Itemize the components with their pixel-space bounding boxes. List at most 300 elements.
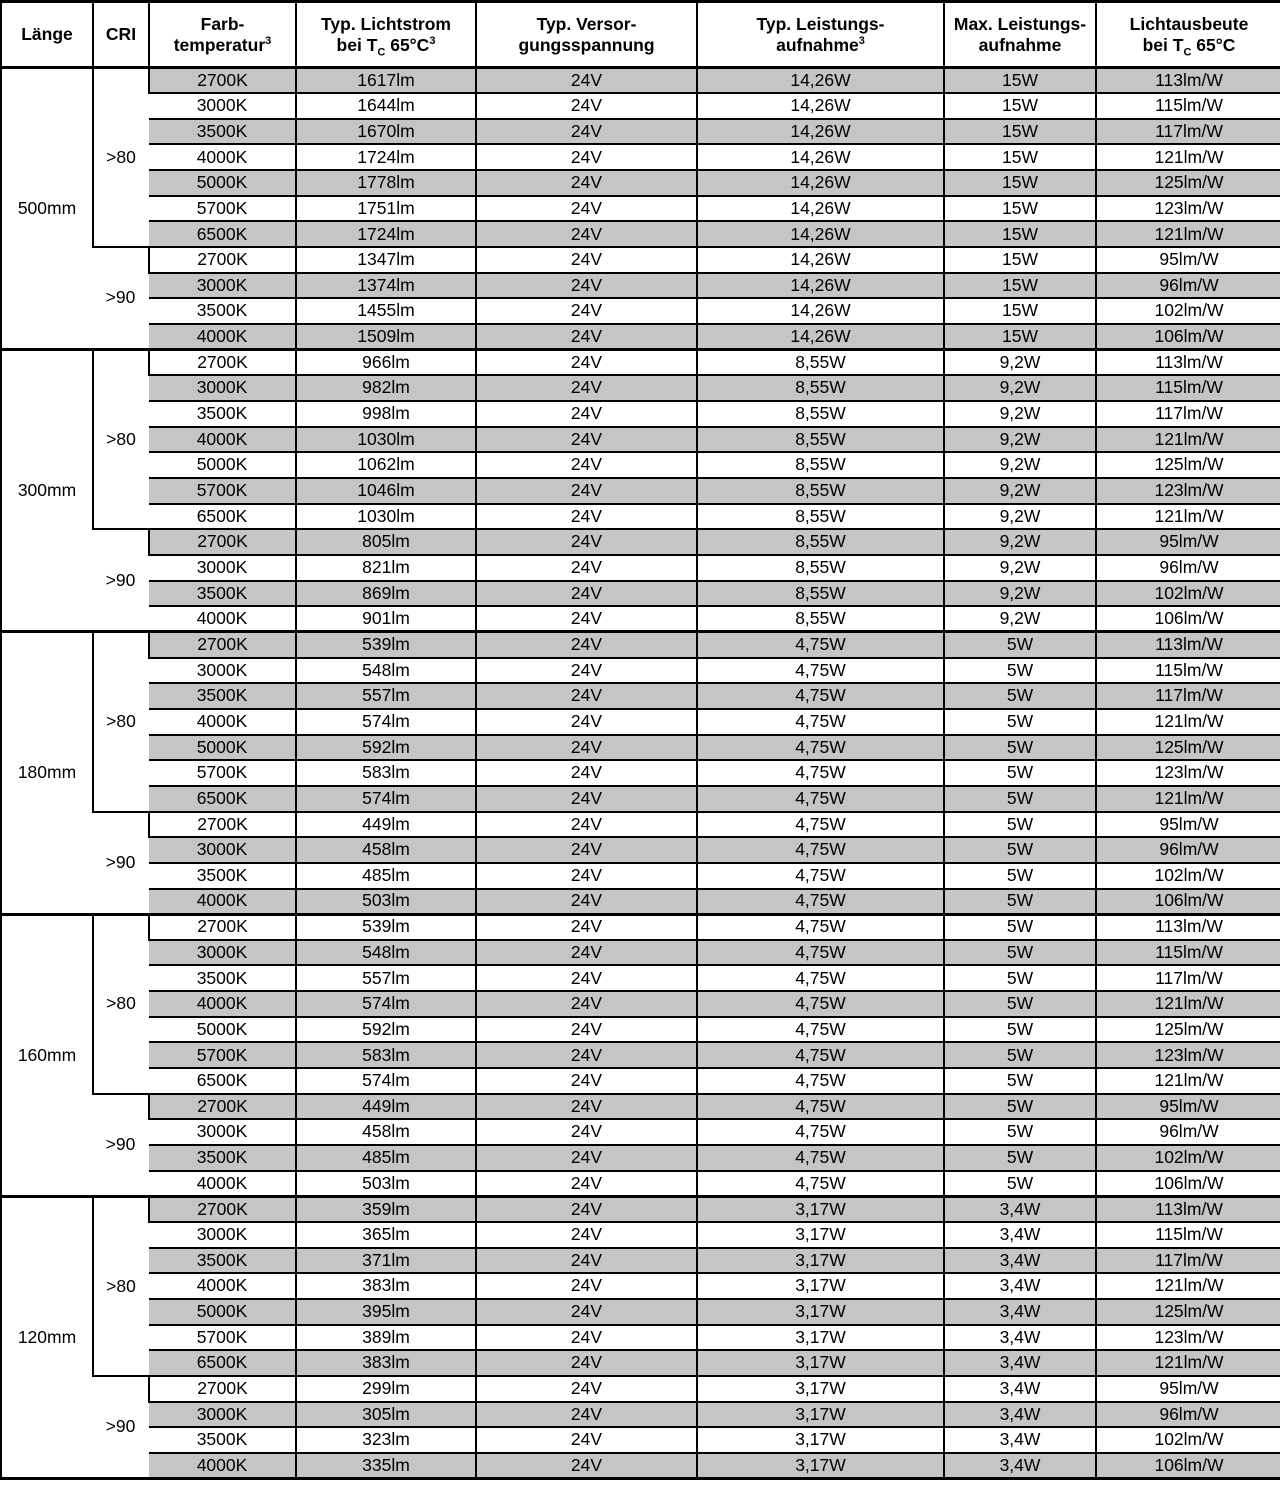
table-row bbox=[1, 68, 1280, 94]
cell-cri: >80 bbox=[93, 914, 149, 1094]
cell-lichtausbeute: 113lm/W bbox=[1096, 914, 1280, 940]
cell-cri: >80 bbox=[93, 1196, 149, 1376]
cell-lichtausbeute: 125lm/W bbox=[1096, 1017, 1280, 1043]
cell-lichtstrom: 1030lm bbox=[296, 504, 476, 530]
header-text-segment: 3 bbox=[429, 34, 436, 47]
cell-lichtausbeute: 121lm/W bbox=[1096, 709, 1280, 735]
cell-lichtstrom: 359lm bbox=[296, 1196, 476, 1222]
cell-leistungsaufnahme-max: 15W bbox=[944, 144, 1096, 170]
cell-farbtemperatur: 5000K bbox=[149, 170, 296, 196]
cell-farbtemperatur: 2700K bbox=[149, 1094, 296, 1120]
table-row bbox=[1, 401, 1280, 427]
cell-laenge: 500mm bbox=[1, 68, 93, 350]
header-text-segment: aufnahme bbox=[978, 34, 1062, 55]
col-header-laenge bbox=[1, 2, 93, 68]
cell-lichtausbeute: 117lm/W bbox=[1096, 965, 1280, 991]
table-row bbox=[1, 221, 1280, 247]
cell-lichtausbeute: 95lm/W bbox=[1096, 812, 1280, 838]
cell-lichtausbeute: 96lm/W bbox=[1096, 555, 1280, 581]
cell-leistungsaufnahme-max: 9,2W bbox=[944, 581, 1096, 607]
table-row bbox=[1, 735, 1280, 761]
cell-lichtstrom: 1670lm bbox=[296, 119, 476, 145]
cell-lichtausbeute: 115lm/W bbox=[1096, 1222, 1280, 1248]
cell-leistungsaufnahme-max: 5W bbox=[944, 735, 1096, 761]
cell-lichtstrom: 503lm bbox=[296, 889, 476, 915]
cell-lichtstrom: 383lm bbox=[296, 1273, 476, 1299]
cell-leistungsaufnahme-typ: 8,55W bbox=[697, 427, 944, 453]
cell-leistungsaufnahme-typ: 4,75W bbox=[697, 1145, 944, 1171]
cell-lichtstrom: 335lm bbox=[296, 1453, 476, 1479]
cell-leistungsaufnahme-typ: 8,55W bbox=[697, 555, 944, 581]
cell-farbtemperatur: 6500K bbox=[149, 1350, 296, 1376]
cell-lichtausbeute: 123lm/W bbox=[1096, 478, 1280, 504]
table-row bbox=[1, 683, 1280, 709]
cell-lichtausbeute: 113lm/W bbox=[1096, 350, 1280, 376]
cell-versorgungsspannung: 24V bbox=[476, 247, 697, 273]
cell-farbtemperatur: 4000K bbox=[149, 1453, 296, 1479]
cell-farbtemperatur: 3500K bbox=[149, 581, 296, 607]
cell-farbtemperatur: 3500K bbox=[149, 1145, 296, 1171]
cell-lichtstrom: 299lm bbox=[296, 1376, 476, 1402]
cell-lichtstrom: 449lm bbox=[296, 1094, 476, 1120]
cell-versorgungsspannung: 24V bbox=[476, 632, 697, 658]
cell-leistungsaufnahme-max: 5W bbox=[944, 1042, 1096, 1068]
cell-leistungsaufnahme-typ: 3,17W bbox=[697, 1273, 944, 1299]
table-row bbox=[1, 1299, 1280, 1325]
cell-lichtstrom: 966lm bbox=[296, 350, 476, 376]
cell-lichtausbeute: 95lm/W bbox=[1096, 529, 1280, 555]
table-row bbox=[1, 812, 1280, 838]
cell-lichtausbeute: 113lm/W bbox=[1096, 68, 1280, 94]
col-header-leistungsaufnahme-typ bbox=[697, 2, 944, 68]
cell-leistungsaufnahme-typ: 3,17W bbox=[697, 1376, 944, 1402]
table-row bbox=[1, 93, 1280, 119]
cell-leistungsaufnahme-max: 5W bbox=[944, 1119, 1096, 1145]
cell-lichtausbeute: 96lm/W bbox=[1096, 1119, 1280, 1145]
header-text-segment: bei T bbox=[336, 34, 378, 55]
cell-laenge: 160mm bbox=[1, 914, 93, 1196]
cell-farbtemperatur: 3000K bbox=[149, 1222, 296, 1248]
cell-leistungsaufnahme-max: 5W bbox=[944, 991, 1096, 1017]
cell-versorgungsspannung: 24V bbox=[476, 735, 697, 761]
cell-lichtstrom: 998lm bbox=[296, 401, 476, 427]
table-row bbox=[1, 965, 1280, 991]
cell-leistungsaufnahme-max: 3,4W bbox=[944, 1248, 1096, 1274]
cell-leistungsaufnahme-typ: 4,75W bbox=[697, 683, 944, 709]
cell-farbtemperatur: 3500K bbox=[149, 683, 296, 709]
table-row bbox=[1, 1068, 1280, 1094]
cell-lichtstrom: 869lm bbox=[296, 581, 476, 607]
cell-leistungsaufnahme-typ: 4,75W bbox=[697, 1119, 944, 1145]
cell-lichtausbeute: 95lm/W bbox=[1096, 247, 1280, 273]
table-row bbox=[1, 760, 1280, 786]
cell-lichtstrom: 1509lm bbox=[296, 324, 476, 350]
cell-farbtemperatur: 2700K bbox=[149, 1196, 296, 1222]
cell-farbtemperatur: 3500K bbox=[149, 1427, 296, 1453]
cell-versorgungsspannung: 24V bbox=[476, 298, 697, 324]
cell-leistungsaufnahme-typ: 4,75W bbox=[697, 1094, 944, 1120]
cell-versorgungsspannung: 24V bbox=[476, 529, 697, 555]
cell-farbtemperatur: 2700K bbox=[149, 529, 296, 555]
cell-leistungsaufnahme-max: 3,4W bbox=[944, 1376, 1096, 1402]
cell-leistungsaufnahme-typ: 8,55W bbox=[697, 581, 944, 607]
table-row bbox=[1, 837, 1280, 863]
cell-versorgungsspannung: 24V bbox=[476, 658, 697, 684]
cell-lichtausbeute: 121lm/W bbox=[1096, 1350, 1280, 1376]
cell-farbtemperatur: 3500K bbox=[149, 1248, 296, 1274]
cell-lichtausbeute: 95lm/W bbox=[1096, 1094, 1280, 1120]
cell-leistungsaufnahme-typ: 14,26W bbox=[697, 221, 944, 247]
cell-leistungsaufnahme-max: 9,2W bbox=[944, 375, 1096, 401]
cell-leistungsaufnahme-max: 5W bbox=[944, 1145, 1096, 1171]
cell-leistungsaufnahme-typ: 14,26W bbox=[697, 119, 944, 145]
cell-lichtausbeute: 121lm/W bbox=[1096, 786, 1280, 812]
cell-lichtausbeute: 102lm/W bbox=[1096, 863, 1280, 889]
cell-leistungsaufnahme-max: 3,4W bbox=[944, 1299, 1096, 1325]
cell-leistungsaufnahme-max: 3,4W bbox=[944, 1325, 1096, 1351]
cell-farbtemperatur: 3500K bbox=[149, 863, 296, 889]
cell-farbtemperatur: 3000K bbox=[149, 273, 296, 299]
cell-versorgungsspannung: 24V bbox=[476, 324, 697, 350]
cell-versorgungsspannung: 24V bbox=[476, 940, 697, 966]
header-text-segment: Typ. Leistungs- bbox=[756, 13, 885, 34]
cell-lichtausbeute: 123lm/W bbox=[1096, 196, 1280, 222]
cell-versorgungsspannung: 24V bbox=[476, 1068, 697, 1094]
cell-leistungsaufnahme-max: 5W bbox=[944, 837, 1096, 863]
cell-lichtausbeute: 121lm/W bbox=[1096, 1273, 1280, 1299]
cell-leistungsaufnahme-max: 3,4W bbox=[944, 1350, 1096, 1376]
header-text-segment: 65°C bbox=[1191, 34, 1236, 55]
header-text-segment: Typ. Versor- bbox=[536, 13, 637, 34]
cell-versorgungsspannung: 24V bbox=[476, 555, 697, 581]
table-row bbox=[1, 709, 1280, 735]
cell-lichtausbeute: 115lm/W bbox=[1096, 940, 1280, 966]
cell-versorgungsspannung: 24V bbox=[476, 1427, 697, 1453]
cell-farbtemperatur: 6500K bbox=[149, 786, 296, 812]
cell-versorgungsspannung: 24V bbox=[476, 452, 697, 478]
cell-lichtstrom: 592lm bbox=[296, 735, 476, 761]
cell-versorgungsspannung: 24V bbox=[476, 504, 697, 530]
cell-versorgungsspannung: 24V bbox=[476, 196, 697, 222]
header-text-segment: C bbox=[377, 46, 386, 58]
cell-versorgungsspannung: 24V bbox=[476, 581, 697, 607]
cell-cri: >90 bbox=[93, 1094, 149, 1197]
table-row bbox=[1, 940, 1280, 966]
table-row bbox=[1, 632, 1280, 658]
cell-lichtstrom: 539lm bbox=[296, 914, 476, 940]
cell-versorgungsspannung: 24V bbox=[476, 1325, 697, 1351]
cell-leistungsaufnahme-max: 3,4W bbox=[944, 1453, 1096, 1479]
header-text-segment: Farb- bbox=[200, 13, 245, 34]
cell-leistungsaufnahme-typ: 4,75W bbox=[697, 889, 944, 915]
cell-laenge: 120mm bbox=[1, 1196, 93, 1478]
cell-lichtstrom: 574lm bbox=[296, 1068, 476, 1094]
cell-leistungsaufnahme-typ: 4,75W bbox=[697, 991, 944, 1017]
cell-leistungsaufnahme-max: 15W bbox=[944, 170, 1096, 196]
cell-lichtausbeute: 121lm/W bbox=[1096, 221, 1280, 247]
cell-lichtausbeute: 125lm/W bbox=[1096, 452, 1280, 478]
cell-lichtausbeute: 117lm/W bbox=[1096, 401, 1280, 427]
cell-versorgungsspannung: 24V bbox=[476, 119, 697, 145]
table-row bbox=[1, 478, 1280, 504]
cell-lichtstrom: 305lm bbox=[296, 1402, 476, 1428]
cell-lichtausbeute: 102lm/W bbox=[1096, 298, 1280, 324]
cell-cri: >80 bbox=[93, 68, 149, 248]
cell-cri: >90 bbox=[93, 812, 149, 915]
cell-versorgungsspannung: 24V bbox=[476, 1350, 697, 1376]
table-row bbox=[1, 658, 1280, 684]
table-row bbox=[1, 555, 1280, 581]
cell-leistungsaufnahme-max: 5W bbox=[944, 632, 1096, 658]
cell-lichtstrom: 1374lm bbox=[296, 273, 476, 299]
cell-leistungsaufnahme-typ: 14,26W bbox=[697, 273, 944, 299]
cell-lichtausbeute: 123lm/W bbox=[1096, 760, 1280, 786]
cell-lichtstrom: 1455lm bbox=[296, 298, 476, 324]
header-text-segment: temperatur bbox=[173, 34, 266, 55]
cell-leistungsaufnahme-typ: 8,55W bbox=[697, 401, 944, 427]
cell-farbtemperatur: 3000K bbox=[149, 658, 296, 684]
cell-leistungsaufnahme-typ: 4,75W bbox=[697, 965, 944, 991]
cell-farbtemperatur: 3500K bbox=[149, 298, 296, 324]
cell-cri: >80 bbox=[93, 350, 149, 530]
table-row bbox=[1, 1325, 1280, 1351]
cell-versorgungsspannung: 24V bbox=[476, 1171, 697, 1197]
cell-farbtemperatur: 5700K bbox=[149, 760, 296, 786]
cell-versorgungsspannung: 24V bbox=[476, 1119, 697, 1145]
cell-lichtstrom: 1644lm bbox=[296, 93, 476, 119]
cell-farbtemperatur: 5700K bbox=[149, 196, 296, 222]
col-header-versorgungsspannung bbox=[476, 2, 697, 68]
cell-farbtemperatur: 6500K bbox=[149, 504, 296, 530]
cell-lichtstrom: 1030lm bbox=[296, 427, 476, 453]
header-text-segment: 3 bbox=[858, 34, 865, 47]
table-row bbox=[1, 1402, 1280, 1428]
cell-farbtemperatur: 3000K bbox=[149, 1119, 296, 1145]
cell-versorgungsspannung: 24V bbox=[476, 427, 697, 453]
cell-leistungsaufnahme-max: 5W bbox=[944, 863, 1096, 889]
col-header-cri bbox=[93, 2, 149, 68]
col-header-lichtstrom bbox=[296, 2, 476, 68]
cell-farbtemperatur: 2700K bbox=[149, 68, 296, 94]
cell-lichtausbeute: 117lm/W bbox=[1096, 119, 1280, 145]
cell-leistungsaufnahme-typ: 4,75W bbox=[697, 632, 944, 658]
cell-lichtausbeute: 121lm/W bbox=[1096, 991, 1280, 1017]
cell-cri: >90 bbox=[93, 529, 149, 632]
table-row bbox=[1, 452, 1280, 478]
cell-leistungsaufnahme-max: 9,2W bbox=[944, 606, 1096, 632]
cell-leistungsaufnahme-max: 15W bbox=[944, 119, 1096, 145]
table-body bbox=[1, 68, 1280, 1479]
col-header-leistungsaufnahme-max bbox=[944, 2, 1096, 68]
cell-lichtausbeute: 102lm/W bbox=[1096, 1427, 1280, 1453]
cell-leistungsaufnahme-typ: 14,26W bbox=[697, 196, 944, 222]
table-row bbox=[1, 247, 1280, 273]
table-row bbox=[1, 504, 1280, 530]
cell-versorgungsspannung: 24V bbox=[476, 170, 697, 196]
cell-leistungsaufnahme-max: 9,2W bbox=[944, 529, 1096, 555]
cell-lichtstrom: 1062lm bbox=[296, 452, 476, 478]
table-row bbox=[1, 119, 1280, 145]
cell-leistungsaufnahme-typ: 4,75W bbox=[697, 786, 944, 812]
cell-farbtemperatur: 6500K bbox=[149, 221, 296, 247]
cell-versorgungsspannung: 24V bbox=[476, 606, 697, 632]
cell-lichtstrom: 383lm bbox=[296, 1350, 476, 1376]
cell-leistungsaufnahme-typ: 14,26W bbox=[697, 68, 944, 94]
cell-farbtemperatur: 5000K bbox=[149, 1299, 296, 1325]
cell-leistungsaufnahme-max: 9,2W bbox=[944, 504, 1096, 530]
cell-farbtemperatur: 3000K bbox=[149, 93, 296, 119]
cell-versorgungsspannung: 24V bbox=[476, 1196, 697, 1222]
cell-lichtausbeute: 96lm/W bbox=[1096, 273, 1280, 299]
cell-leistungsaufnahme-max: 3,4W bbox=[944, 1427, 1096, 1453]
cell-leistungsaufnahme-max: 5W bbox=[944, 1068, 1096, 1094]
cell-leistungsaufnahme-typ: 8,55W bbox=[697, 606, 944, 632]
cell-lichtstrom: 583lm bbox=[296, 760, 476, 786]
cell-lichtausbeute: 115lm/W bbox=[1096, 93, 1280, 119]
table-row bbox=[1, 991, 1280, 1017]
cell-laenge: 180mm bbox=[1, 632, 93, 914]
cell-lichtausbeute: 117lm/W bbox=[1096, 683, 1280, 709]
cell-leistungsaufnahme-typ: 8,55W bbox=[697, 529, 944, 555]
cell-lichtstrom: 485lm bbox=[296, 1145, 476, 1171]
table-row bbox=[1, 914, 1280, 940]
cell-lichtstrom: 1347lm bbox=[296, 247, 476, 273]
cell-leistungsaufnahme-max: 5W bbox=[944, 1017, 1096, 1043]
cell-farbtemperatur: 5000K bbox=[149, 1017, 296, 1043]
table-row bbox=[1, 350, 1280, 376]
cell-leistungsaufnahme-typ: 14,26W bbox=[697, 170, 944, 196]
cell-lichtstrom: 485lm bbox=[296, 863, 476, 889]
cell-leistungsaufnahme-max: 9,2W bbox=[944, 401, 1096, 427]
cell-versorgungsspannung: 24V bbox=[476, 1273, 697, 1299]
cell-leistungsaufnahme-max: 5W bbox=[944, 889, 1096, 915]
cell-laenge: 300mm bbox=[1, 350, 93, 632]
cell-versorgungsspannung: 24V bbox=[476, 1222, 697, 1248]
cell-lichtausbeute: 106lm/W bbox=[1096, 324, 1280, 350]
cell-lichtausbeute: 102lm/W bbox=[1096, 1145, 1280, 1171]
cell-leistungsaufnahme-max: 5W bbox=[944, 786, 1096, 812]
cell-farbtemperatur: 4000K bbox=[149, 991, 296, 1017]
table-row bbox=[1, 1094, 1280, 1120]
cell-leistungsaufnahme-max: 15W bbox=[944, 324, 1096, 350]
cell-leistungsaufnahme-typ: 3,17W bbox=[697, 1299, 944, 1325]
cell-versorgungsspannung: 24V bbox=[476, 1376, 697, 1402]
cell-lichtstrom: 592lm bbox=[296, 1017, 476, 1043]
cell-leistungsaufnahme-typ: 4,75W bbox=[697, 1017, 944, 1043]
cell-lichtausbeute: 96lm/W bbox=[1096, 1402, 1280, 1428]
cell-lichtstrom: 821lm bbox=[296, 555, 476, 581]
cell-leistungsaufnahme-typ: 4,75W bbox=[697, 812, 944, 838]
cell-versorgungsspannung: 24V bbox=[476, 401, 697, 427]
cell-leistungsaufnahme-typ: 14,26W bbox=[697, 298, 944, 324]
cell-lichtstrom: 1617lm bbox=[296, 68, 476, 94]
cell-farbtemperatur: 3000K bbox=[149, 1402, 296, 1428]
cell-farbtemperatur: 2700K bbox=[149, 247, 296, 273]
cell-leistungsaufnahme-max: 5W bbox=[944, 658, 1096, 684]
cell-leistungsaufnahme-max: 5W bbox=[944, 683, 1096, 709]
cell-leistungsaufnahme-max: 5W bbox=[944, 812, 1096, 838]
cell-versorgungsspannung: 24V bbox=[476, 863, 697, 889]
cell-farbtemperatur: 4000K bbox=[149, 606, 296, 632]
cell-lichtstrom: 503lm bbox=[296, 1171, 476, 1197]
cell-leistungsaufnahme-max: 5W bbox=[944, 760, 1096, 786]
table-row bbox=[1, 529, 1280, 555]
cell-versorgungsspannung: 24V bbox=[476, 273, 697, 299]
table-row bbox=[1, 1248, 1280, 1274]
cell-versorgungsspannung: 24V bbox=[476, 221, 697, 247]
cell-farbtemperatur: 5700K bbox=[149, 478, 296, 504]
cell-cri: >90 bbox=[93, 1376, 149, 1479]
cell-leistungsaufnahme-max: 9,2W bbox=[944, 350, 1096, 376]
cell-lichtstrom: 1724lm bbox=[296, 221, 476, 247]
cell-leistungsaufnahme-max: 5W bbox=[944, 914, 1096, 940]
table-row bbox=[1, 273, 1280, 299]
cell-leistungsaufnahme-max: 15W bbox=[944, 68, 1096, 94]
cell-versorgungsspannung: 24V bbox=[476, 1042, 697, 1068]
cell-leistungsaufnahme-typ: 4,75W bbox=[697, 1171, 944, 1197]
col-header-farbtemperatur bbox=[149, 2, 296, 68]
cell-lichtausbeute: 96lm/W bbox=[1096, 837, 1280, 863]
cell-leistungsaufnahme-typ: 14,26W bbox=[697, 144, 944, 170]
cell-farbtemperatur: 4000K bbox=[149, 427, 296, 453]
header-text-segment: 3 bbox=[265, 34, 272, 47]
cell-lichtstrom: 557lm bbox=[296, 683, 476, 709]
table-row bbox=[1, 427, 1280, 453]
cell-lichtstrom: 557lm bbox=[296, 965, 476, 991]
header-text-segment: gungsspannung bbox=[518, 34, 655, 55]
cell-leistungsaufnahme-typ: 4,75W bbox=[697, 709, 944, 735]
cell-versorgungsspannung: 24V bbox=[476, 812, 697, 838]
cell-farbtemperatur: 3500K bbox=[149, 401, 296, 427]
table-row bbox=[1, 170, 1280, 196]
table-row bbox=[1, 1196, 1280, 1222]
cell-farbtemperatur: 3500K bbox=[149, 119, 296, 145]
cell-lichtstrom: 458lm bbox=[296, 837, 476, 863]
cell-lichtstrom: 449lm bbox=[296, 812, 476, 838]
cell-versorgungsspannung: 24V bbox=[476, 991, 697, 1017]
cell-versorgungsspannung: 24V bbox=[476, 478, 697, 504]
table-row bbox=[1, 863, 1280, 889]
cell-leistungsaufnahme-typ: 14,26W bbox=[697, 324, 944, 350]
cell-farbtemperatur: 5700K bbox=[149, 1325, 296, 1351]
cell-leistungsaufnahme-typ: 14,26W bbox=[697, 93, 944, 119]
cell-lichtausbeute: 125lm/W bbox=[1096, 1299, 1280, 1325]
cell-leistungsaufnahme-typ: 4,75W bbox=[697, 760, 944, 786]
cell-lichtausbeute: 102lm/W bbox=[1096, 581, 1280, 607]
table-row bbox=[1, 298, 1280, 324]
cell-lichtstrom: 548lm bbox=[296, 658, 476, 684]
cell-leistungsaufnahme-typ: 3,17W bbox=[697, 1350, 944, 1376]
cell-versorgungsspannung: 24V bbox=[476, 350, 697, 376]
cell-leistungsaufnahme-typ: 4,75W bbox=[697, 658, 944, 684]
cell-leistungsaufnahme-max: 5W bbox=[944, 1171, 1096, 1197]
header-text-segment: Max. Leistungs- bbox=[953, 13, 1087, 34]
col-header-lichtausbeute bbox=[1096, 2, 1280, 68]
cell-farbtemperatur: 5700K bbox=[149, 1042, 296, 1068]
cell-lichtstrom: 574lm bbox=[296, 709, 476, 735]
cell-farbtemperatur: 5000K bbox=[149, 452, 296, 478]
cell-leistungsaufnahme-typ: 8,55W bbox=[697, 375, 944, 401]
cell-leistungsaufnahme-typ: 4,75W bbox=[697, 940, 944, 966]
table-row bbox=[1, 889, 1280, 915]
cell-farbtemperatur: 2700K bbox=[149, 632, 296, 658]
cell-lichtausbeute: 113lm/W bbox=[1096, 632, 1280, 658]
cell-lichtstrom: 395lm bbox=[296, 1299, 476, 1325]
table-row bbox=[1, 1017, 1280, 1043]
cell-farbtemperatur: 3500K bbox=[149, 965, 296, 991]
table-row bbox=[1, 1171, 1280, 1197]
cell-cri: >80 bbox=[93, 632, 149, 812]
